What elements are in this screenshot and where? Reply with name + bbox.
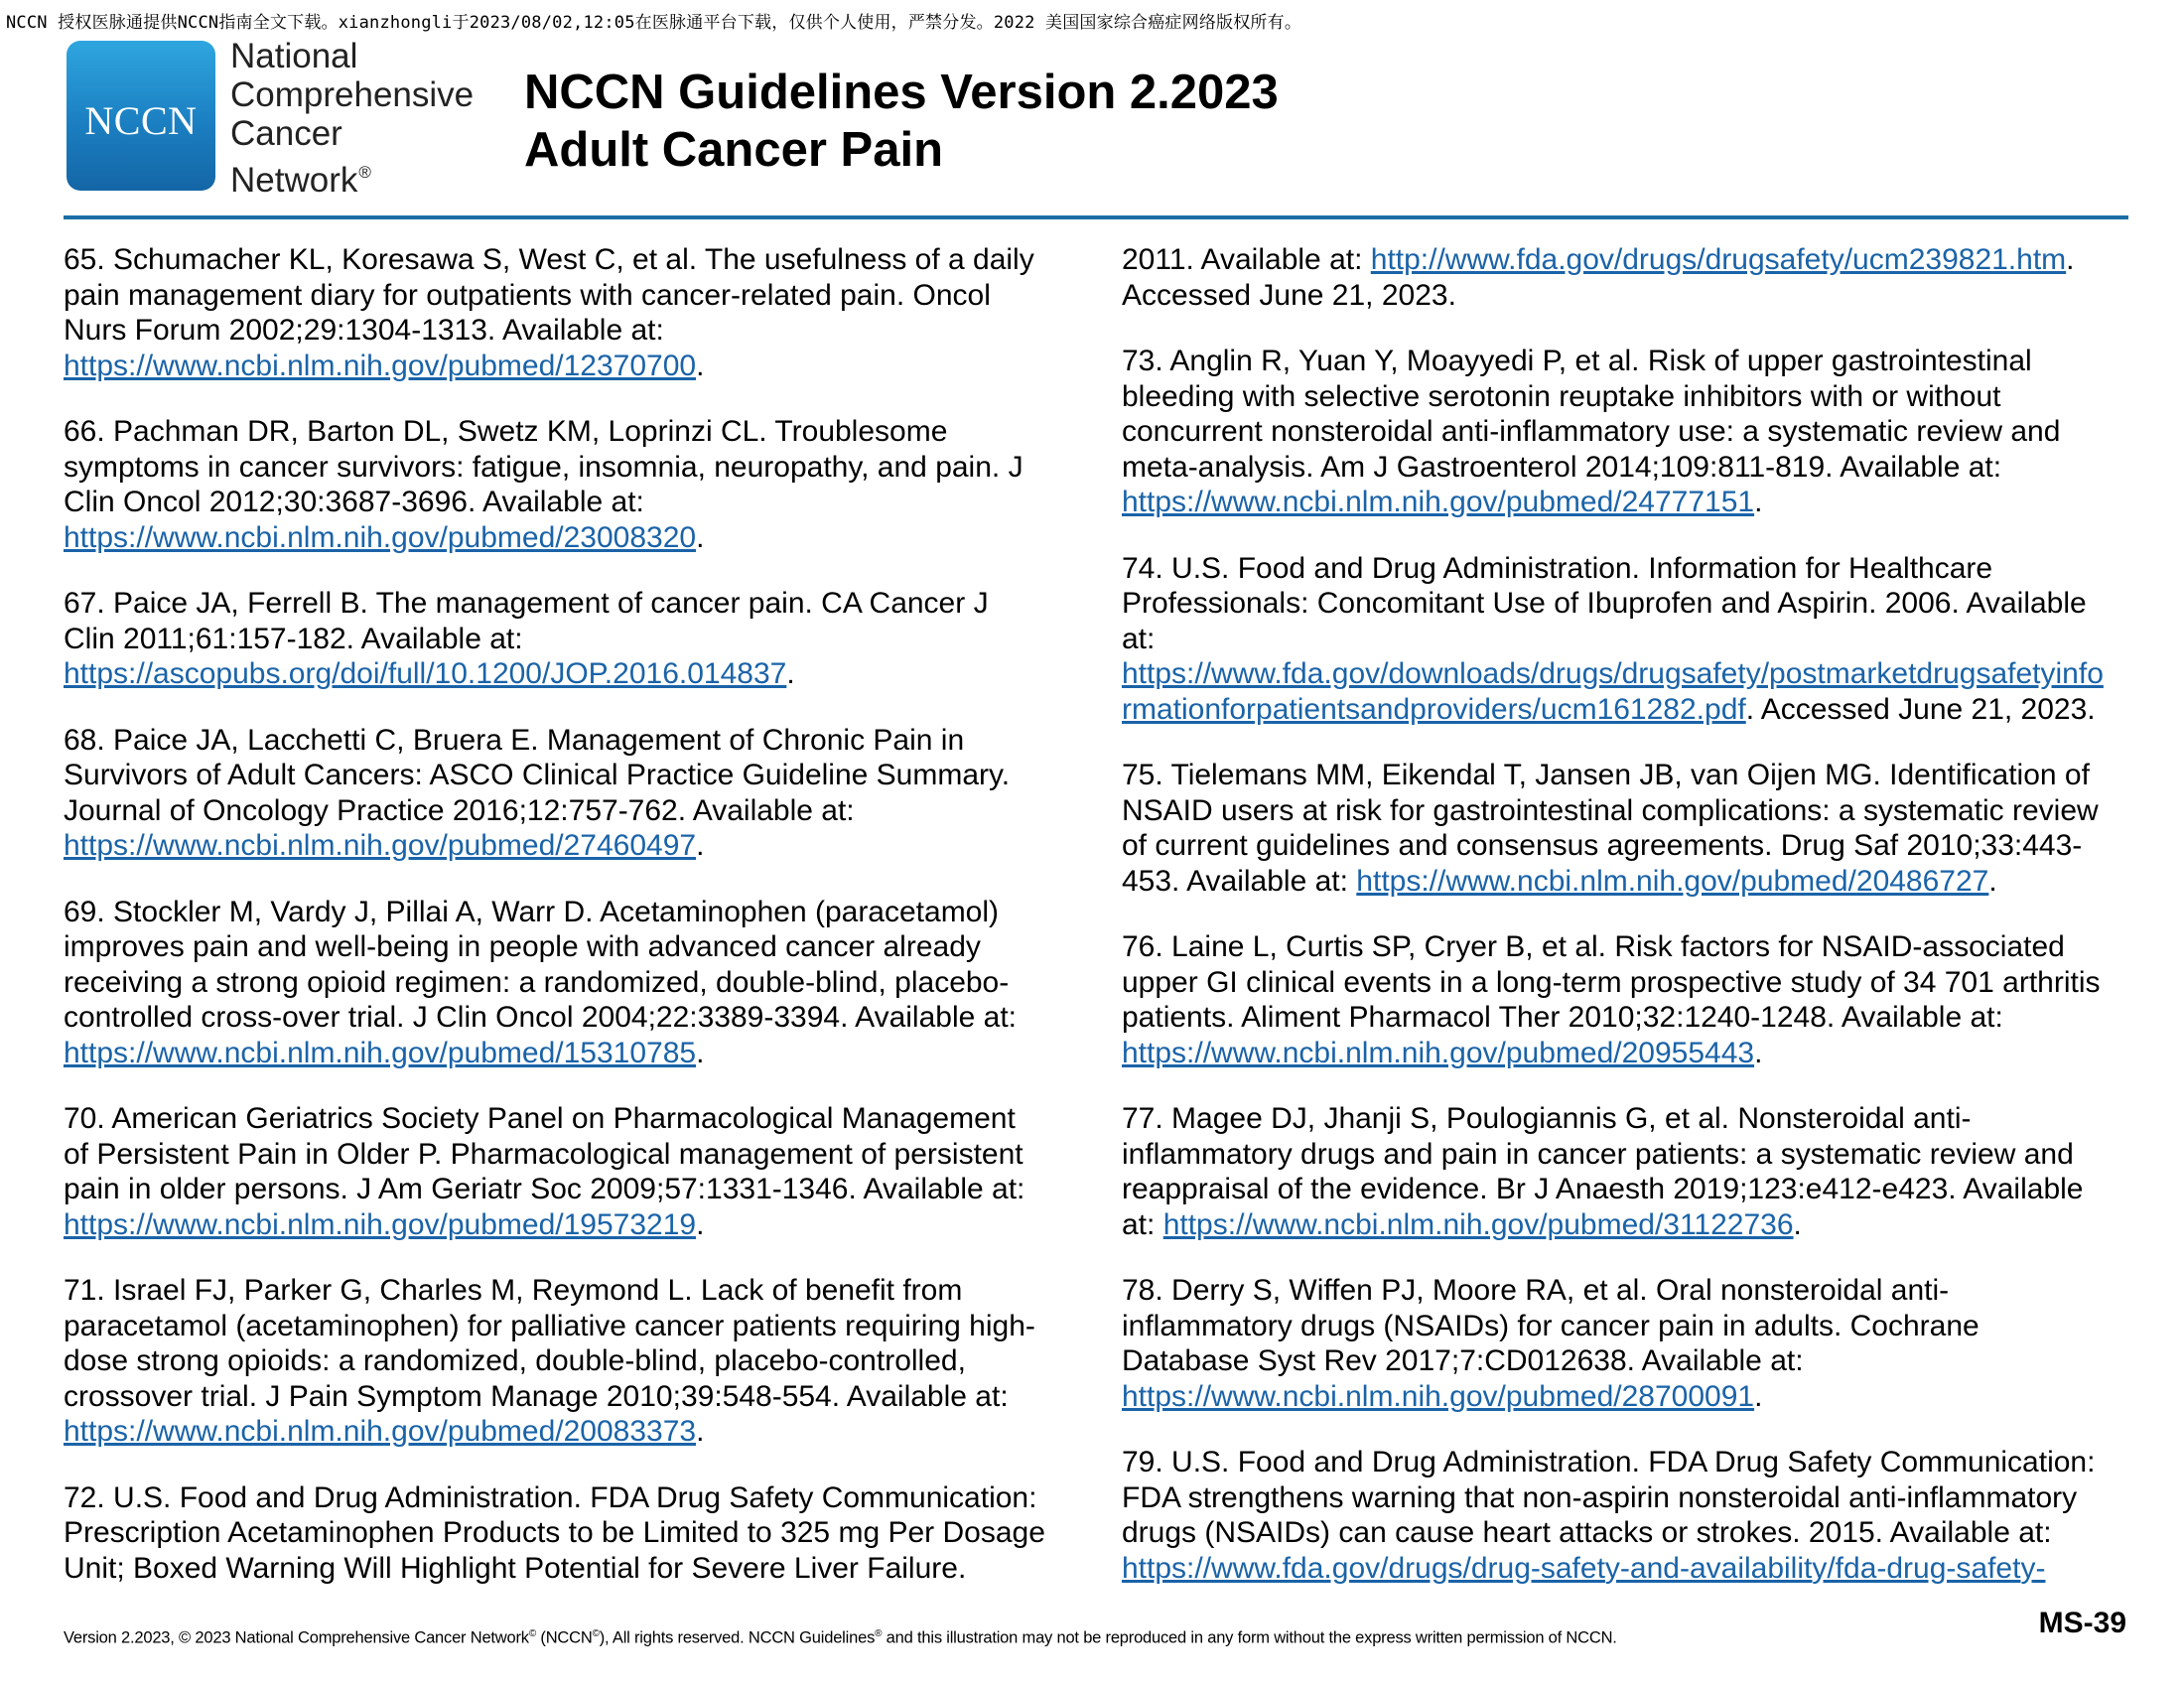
reference-link-line: [1122, 656, 2142, 692]
reference-text-line: of current guidelines and consensus agreements. Drug Saf 2010;33:443-: [1122, 829, 2083, 862]
reference-text-line: pain management diary for outpatients with cancer-related pain. Oncol: [64, 278, 991, 312]
reference-link-line: [64, 656, 1076, 692]
footer-mark-1: ©: [528, 1628, 537, 1639]
reference-text-line: 67. Paice JA, Ferrell B. The management of cancer pain. CA Cancer J: [64, 587, 989, 620]
reference-text-line: 66. Pachman DR, Barton DL, Swetz KM, Loprinzi CL. Troublesome: [64, 415, 948, 448]
reference-entry: [1122, 758, 2142, 899]
reference-link-suffix: .: [696, 1207, 705, 1241]
reference-link-suffix: .: [696, 520, 705, 554]
reference-entry: [1122, 551, 2142, 728]
reference-link-suffix: .: [786, 657, 795, 690]
references-left-column: [64, 242, 1076, 1617]
reference-text-line: 74. U.S. Food and Drug Administration. Information for Healthcare: [1122, 551, 1993, 585]
org-line-4-text: Network: [230, 161, 358, 200]
reference-link-line: [1122, 1551, 2142, 1587]
reference-link-line: [64, 1414, 1076, 1450]
reference-text-line: 72. U.S. Food and Drug Administration. FDA Drug Safety Communication:: [64, 1480, 1037, 1514]
reference-link[interactable]: https://www.ncbi.nlm.nih.gov/pubmed/20955443: [1122, 1036, 1755, 1069]
reference-text-line: bleeding with selective serotonin reuptake inhibitors with or without: [1122, 379, 2001, 413]
reference-text-line: drugs (NSAIDs) can cause heart attacks or strokes. 2015. Available at:: [1122, 1516, 2052, 1549]
reference-entry: [64, 1480, 1076, 1587]
reference-text-line: Database Syst Rev 2017;7:CD012638. Available at:: [1122, 1344, 1804, 1377]
reference-text-line: Professionals: Concomitant Use of Ibuprofen and Aspirin. 2006. Available: [1122, 587, 2087, 620]
reference-link-suffix: .: [1988, 864, 1997, 898]
reference-entry: [64, 414, 1076, 555]
references-right-column: [1122, 242, 2142, 1617]
reference-text-line: of Persistent Pain in Older P. Pharmacological management of persistent: [64, 1137, 1024, 1171]
reference-link[interactable]: https://www.ncbi.nlm.nih.gov/pubmed/27460497: [64, 829, 697, 862]
reference-text-line: inflammatory drugs (NSAIDs) for cancer pain in adults. Cochrane: [1122, 1309, 1979, 1342]
org-line-2: Comprehensive: [230, 75, 475, 114]
footer-text-2: (NCCN: [536, 1628, 593, 1647]
reference-link[interactable]: https://ascopubs.org/doi/full/10.1200/JOP.2016.014837: [64, 657, 787, 690]
reference-entry: [1122, 1445, 2142, 1586]
reference-entry: [64, 723, 1076, 864]
reference-link-line: [1122, 1207, 2142, 1243]
org-line-3: Cancer: [230, 114, 342, 153]
reference-link-suffix: .: [696, 349, 705, 382]
reference-text-line: Accessed June 21, 2023.: [1122, 278, 1456, 312]
reference-entry: [64, 586, 1076, 692]
reference-link-line: [64, 1207, 1076, 1243]
reference-link-line: [1122, 864, 2142, 900]
reference-link-line: [64, 520, 1076, 556]
reference-text-line: 78. Derry S, Wiffen PJ, Moore RA, et al. Oral nonsteroidal anti-: [1122, 1274, 1950, 1307]
reference-entry: [64, 1273, 1076, 1450]
footer-text-4: and this illustration may not be reproduced in any form without the express written permission of NCCN.: [882, 1628, 1617, 1647]
reference-text-line: Unit; Boxed Warning Will Highlight Potential for Severe Liver Failure.: [64, 1551, 967, 1585]
reference-text-line: Clin Oncol 2012;30:3687-3696. Available at:: [64, 486, 644, 518]
page-header: [524, 64, 1279, 179]
reference-link[interactable]: https://www.ncbi.nlm.nih.gov/pubmed/12370700: [64, 349, 697, 382]
reference-link[interactable]: https://www.ncbi.nlm.nih.gov/pubmed/24777151: [1122, 486, 1755, 518]
reference-text-line: crossover trial. J Pain Symptom Manage 2010;39:548-554. Available at:: [64, 1379, 1009, 1413]
reference-text-line: NSAID users at risk for gastrointestinal complications: a systematic review: [1122, 793, 2099, 827]
reference-text-line: 75. Tielemans MM, Eikendal T, Jansen JB, van Oijen MG. Identification of: [1122, 759, 2090, 791]
reference-link-suffix: .: [696, 829, 705, 862]
reference-text-line: Clin 2011;61:157-182. Available at:: [64, 622, 523, 655]
reference-text-line: paracetamol (acetaminophen) for palliative cancer patients requiring high-: [64, 1309, 1035, 1342]
reference-text-line: upper GI clinical events in a long-term prospective study of 34 701 arthritis: [1122, 965, 2101, 999]
reference-entry: [64, 1101, 1076, 1242]
reference-link[interactable]: https://www.fda.gov/downloads/drugs/drugsafety/postmarketdrugsafetyinfo: [1122, 657, 2104, 690]
reference-link[interactable]: https://www.ncbi.nlm.nih.gov/pubmed/28700091: [1122, 1379, 1755, 1413]
reference-text-line: 70. American Geriatrics Society Panel on Pharmacological Management: [64, 1102, 1016, 1135]
reference-link-line: [1122, 692, 2142, 728]
reference-text-line: Survivors of Adult Cancers: ASCO Clinical Practice Guideline Summary.: [64, 759, 1011, 791]
reference-text-line: controlled cross-over trial. J Clin Oncol 2004;22:3389-3394. Available at:: [64, 1001, 1017, 1034]
reference-text-line: 69. Stockler M, Vardy J, Pillai A, Warr D. Acetaminophen (paracetamol): [64, 895, 1000, 928]
reference-text-line: meta-analysis. Am J Gastroenterol 2014;109:811-819. Available at:: [1122, 450, 2002, 484]
footer-mark-3: ®: [875, 1628, 883, 1639]
reference-text-line: 65. Schumacher KL, Koresawa S, West C, et al. The usefulness of a daily: [64, 243, 1034, 276]
reference-text-line: 68. Paice JA, Lacchetti C, Bruera E. Management of Chronic Pain in: [64, 723, 965, 757]
footer-mark-2: ©: [592, 1628, 600, 1639]
reference-link-suffix: .: [1754, 1036, 1763, 1069]
org-line-4: [230, 153, 474, 200]
reference-entry: [1122, 929, 2142, 1070]
reference-link[interactable]: https://www.ncbi.nlm.nih.gov/pubmed/20083373: [64, 1415, 697, 1448]
page-title: NCCN Guidelines Version 2.2023: [524, 66, 1279, 119]
reference-link-line: [1122, 1036, 2142, 1071]
reference-entry: [1122, 242, 2142, 313]
header-divider: [64, 215, 2128, 219]
page-number: MS-39: [2038, 1607, 2126, 1639]
org-line-1: National: [230, 37, 358, 75]
reference-text-line: improves pain and well-being in people with advanced cancer already: [64, 930, 981, 963]
reference-link-suffix: .: [1793, 1207, 1802, 1241]
reference-link-prefix: 2011. Available at:: [1122, 243, 1371, 276]
reference-link-line: [1122, 1379, 2142, 1415]
reference-text-line: reappraisal of the evidence. Br J Anaesth 2019;123:e412-e423. Available: [1122, 1173, 2084, 1205]
reference-link[interactable]: https://www.ncbi.nlm.nih.gov/pubmed/20486727: [1356, 864, 1989, 898]
footer-text-1: Version 2.2023, © 2023 National Comprehensive Cancer Network: [64, 1628, 529, 1647]
reference-link[interactable]: rmationforpatientsandproviders/ucm161282.pdf: [1122, 692, 1746, 726]
reference-text-line: at:: [1122, 622, 1156, 655]
reference-link[interactable]: https://www.ncbi.nlm.nih.gov/pubmed/31122736: [1162, 1207, 1794, 1241]
reference-text-line: inflammatory drugs and pain in cancer patients: a systematic review and: [1122, 1137, 2074, 1171]
reference-text-line: dose strong opioids: a randomized, double-blind, placebo-controlled,: [64, 1344, 966, 1377]
reference-link[interactable]: https://www.fda.gov/drugs/drug-safety-and-availability/fda-drug-safety-: [1122, 1551, 2046, 1585]
reference-text-line: Journal of Oncology Practice 2016;12:757-762. Available at:: [64, 793, 855, 827]
registered-mark: ®: [358, 163, 371, 182]
reference-link[interactable]: http://www.fda.gov/drugs/drugsafety/ucm239821.htm: [1370, 243, 2067, 276]
reference-link-prefix: at:: [1122, 1207, 1163, 1241]
reference-link-line: [64, 1036, 1076, 1071]
reference-link-suffix: . Accessed June 21, 2023.: [1745, 692, 2096, 726]
reference-link[interactable]: https://www.ncbi.nlm.nih.gov/pubmed/15310785: [64, 1036, 697, 1069]
reference-entry: [64, 242, 1076, 383]
reference-text-line: 77. Magee DJ, Jhanji S, Poulogiannis G, et al. Nonsteroidal anti-: [1122, 1102, 1972, 1135]
reference-link-suffix: .: [2066, 243, 2075, 276]
reference-link[interactable]: https://www.ncbi.nlm.nih.gov/pubmed/19573219: [64, 1207, 697, 1241]
page-subtitle: Adult Cancer Pain: [524, 123, 944, 177]
reference-text-line: pain in older persons. J Am Geriatr Soc 2009;57:1331-1346. Available at:: [64, 1173, 1025, 1205]
reference-entry: [1122, 1273, 2142, 1414]
reference-text-line: symptoms in cancer survivors: fatigue, insomnia, neuropathy, and pain. J: [64, 450, 1024, 484]
reference-text-line: receiving a strong opioid regimen: a randomized, double-blind, placebo-: [64, 965, 1010, 999]
reference-link[interactable]: https://www.ncbi.nlm.nih.gov/pubmed/23008320: [64, 520, 697, 554]
nccn-logo-abbr: NCCN: [84, 98, 198, 143]
reference-text-line: patients. Aliment Pharmacol Ther 2010;32:1240-1248. Available at:: [1122, 1001, 2003, 1034]
reference-entry: [1122, 1101, 2142, 1242]
reference-link-suffix: .: [696, 1036, 705, 1069]
download-watermark: NCCN 授权医脉通提供NCCN指南全文下载。xianzhongli于2023/08/02,12:05在医脉通平台下载，仅供个人使用，严禁分发。2022 美国国家综合癌症网络版权所有。: [6, 13, 1302, 33]
footer-text-3: ), All rights reserved. NCCN Guidelines: [599, 1628, 876, 1647]
reference-text-line: concurrent nonsteroidal anti-inflammatory use: a systematic review and: [1122, 415, 2061, 448]
reference-link-suffix: .: [696, 1415, 705, 1448]
reference-text-line: 79. U.S. Food and Drug Administration. FDA Drug Safety Communication:: [1122, 1446, 2096, 1478]
reference-text-line: 76. Laine L, Curtis SP, Cryer B, et al. Risk factors for NSAID-associated: [1122, 930, 2065, 963]
reference-link-line: [1122, 485, 2142, 520]
reference-text-line: Nurs Forum 2002;29:1304-1313. Available at:: [64, 314, 664, 347]
reference-text-line: FDA strengthens warning that non-aspirin nonsteroidal anti-inflammatory: [1122, 1480, 2078, 1514]
reference-link-suffix: .: [1754, 486, 1763, 518]
reference-link-prefix: 453. Available at:: [1122, 864, 1357, 898]
reference-link-line: [64, 828, 1076, 864]
reference-link-line: [64, 349, 1076, 384]
reference-link-suffix: .: [1754, 1379, 1763, 1413]
reference-text-line: 71. Israel FJ, Parker G, Charles M, Reymond L. Lack of benefit from: [64, 1274, 963, 1307]
copyright-footer: [64, 1628, 1617, 1648]
nccn-logo: [67, 41, 215, 191]
reference-entry: [64, 895, 1076, 1071]
reference-text-line: 73. Anglin R, Yuan Y, Moayyedi P, et al. Risk of upper gastrointestinal: [1122, 345, 2032, 377]
reference-entry: [1122, 344, 2142, 520]
reference-link-line: [1122, 242, 2142, 278]
reference-text-line: Prescription Acetaminophen Products to be Limited to 325 mg Per Dosage: [64, 1516, 1045, 1549]
organization-name: [230, 37, 474, 200]
